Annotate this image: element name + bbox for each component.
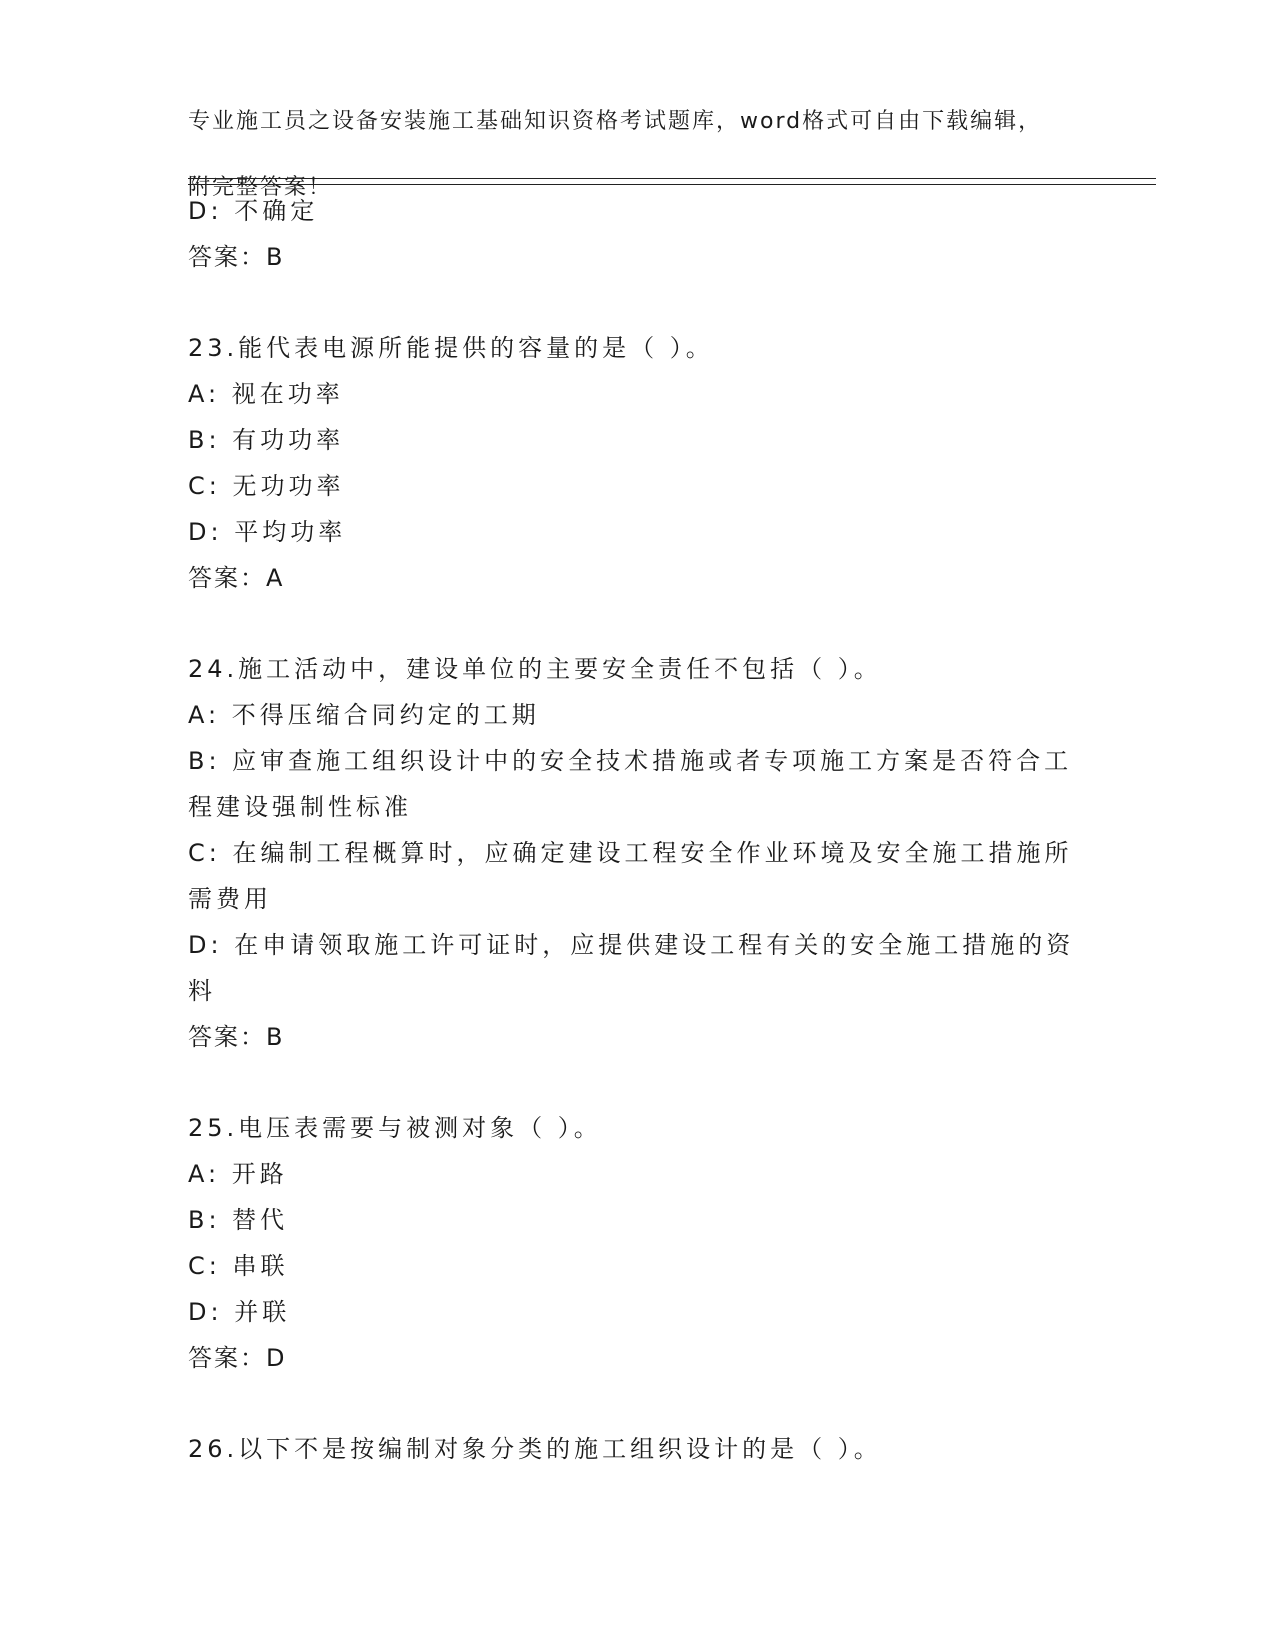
- answer-line: 答案：B: [188, 243, 285, 271]
- question-stem: 26.以下不是按编制对象分类的施工组织设计的是（ ）。: [188, 1435, 882, 1463]
- option-b: B: 替代: [188, 1206, 289, 1234]
- header-line-1: 专业施工员之设备安装施工基础知识资格考试题库，word格式可自由下载编辑，: [188, 109, 1043, 134]
- answer-line: 答案：A: [188, 564, 285, 592]
- option-d: D: 并联: [188, 1298, 291, 1326]
- header-divider-bottom: [188, 184, 1156, 185]
- answer-line: 答案：D: [188, 1344, 287, 1372]
- previous-question-tail: [188, 188, 1088, 280]
- question-24: [188, 646, 1088, 1060]
- option-d: D: 平均功率: [188, 518, 347, 546]
- question-26: [188, 1426, 1088, 1472]
- option-a: A: 不得压缩合同约定的工期: [188, 701, 540, 729]
- question-stem: 25.电压表需要与被测对象（ ）。: [188, 1114, 602, 1142]
- question-25: [188, 1105, 1088, 1381]
- question-stem: 23.能代表电源所能提供的容量的是（ ）。: [188, 334, 714, 362]
- option-a: A: 开路: [188, 1160, 288, 1188]
- question-23: [188, 325, 1088, 601]
- option-c: C: 在编制工程概算时，应确定建设工程安全作业环境及安全施工措施所需费用: [188, 839, 1073, 913]
- question-stem: 24.施工活动中，建设单位的主要安全责任不包括（ ）。: [188, 655, 882, 683]
- option-c: C: 无功功率: [188, 472, 345, 500]
- question-content: [188, 188, 1088, 1472]
- option-d: D: 在申请领取施工许可证时，应提供建设工程有关的安全施工措施的资料: [188, 931, 1075, 1005]
- header-divider-top: [188, 178, 1156, 179]
- option-d: D: 不确定: [188, 197, 319, 225]
- answer-line: 答案：B: [188, 1023, 285, 1051]
- option-b: B: 有功功率: [188, 426, 345, 454]
- option-b: B: 应审查施工组织设计中的安全技术措施或者专项施工方案是否符合工程建设强制性标准: [188, 747, 1073, 821]
- option-c: C: 串联: [188, 1252, 289, 1280]
- option-a: A: 视在功率: [188, 380, 344, 408]
- header-line-2: 附完整答案！: [188, 175, 333, 200]
